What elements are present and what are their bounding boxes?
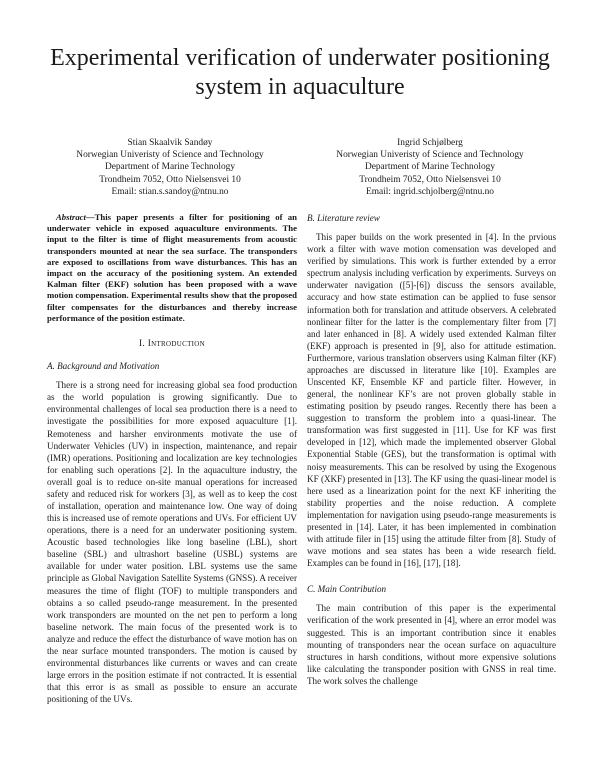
author-affiliation: Norwegian Univeristy of Science and Technology	[336, 150, 524, 161]
author-department: Department of Marine Technology	[364, 162, 496, 173]
author-address: Trondheim 7052, Otto Nielsensvei 10	[99, 174, 241, 185]
left-column	[47, 212, 297, 705]
author-address: Trondheim 7052, Otto Nielsensvei 10	[359, 174, 501, 185]
subsection-heading-literature: B. Literature review	[307, 213, 380, 223]
author-email: Email: stian.s.sandoy@ntnu.no	[111, 186, 229, 197]
subsection-heading-contribution: C. Main Contribution	[307, 584, 387, 595]
right-column	[307, 212, 556, 687]
paragraph-contribution: The main contribution of this paper is the experimental verification of the work presented in [4], where an error model was suggested. This is an important contribution since it enables mounting of transponders near the ocean surface on aquaculture structures in harsh conditions, without more expensive solutions like calculating the transponder position with GNSS in real time. The work solves the challenge	[307, 603, 556, 686]
author-department: Department of Marine Technology	[104, 162, 236, 173]
paragraph-literature: This paper builds on the work presented in [4]. In the prvious work a filter with wave motion comensation was developed and verified by simulations. This work is further extended by a error spectrum analysis including verfication by experiments. Surveys on underwater navigation ([5]-[6]) discuss the sensors available, accuracy and how state estimation can be applied to fuse sensor information both for translation and attitude observers. A celebrated nonlinear filter for the latter is the complementary filter from [7] and later enhanced in [8]. A widely used extended Kalman filter (EKF) approach is presented in [9], also for attitude estimation. Furthermore, various translation observers using Kalman filter (KF) approaches are discussed in literature like [10]. Examples are Unscented KF, Ensemble KF and particle filter. However, in general, the nonlinear KF’s are not proven globally stable in estimating position by pseudo ranges. Recently there has been a suggestion to transform the problem into a quasi-linear. The transformation was first suggested in [11]. Use for KF was first developed in [12], which made the implemented observer Global Exponential Stable (GES), but the transformation is optimal with noisy measurements. This can be resolved by using the Exogenous KF (XKF) presented in [13]. The KF using the quasi-linear model is here used as a linearization point for the next KF inheriting the stability properties and the noise reduction. A complete implementation for navigation using pseudo-range measurements is presented in [14]. Later, it has been implemented in combination with attitude filer in [15] using the attitude filter from [8]. Study of wave motions and sea states has been a wide research field. Examples can be found in [16], [17], [18].	[307, 232, 556, 569]
author-name: Stian Skaalvik Sandøy	[127, 138, 213, 148]
abstract	[47, 212, 297, 324]
author-affiliation: Norwegian Univeristy of Science and Technology	[76, 150, 264, 161]
author-block-2	[305, 137, 555, 198]
paper-title: Experimental verification of underwater positioning system in aquaculture	[50, 45, 550, 100]
subsection-heading-background: A. Background and Motivation	[47, 361, 160, 372]
author-name: Ingrid Schjølberg	[397, 138, 463, 148]
author-email: Email: ingrid.schjolberg@ntnu.no	[366, 186, 494, 197]
abstract-text: —This paper presents a filter for positioning of an underwater vehicle in exposed aquaculture environments. The input to the filter is time of flight measurements from acoustic transponders mounted at near the sea surface. The transponders are exposed to oscillations from wave disturbances. This has an impact on the accuracy of the positioning system. An extended Kalman filter (EKF) solution has been proposed with a wave motion compensation. Experimental results show that the proposed filter compensates for the disturbances and thereby increase performance of the position estimate.	[47, 212, 297, 323]
author-block-1	[45, 137, 295, 198]
section-heading-introduction: I. Introduction	[139, 339, 205, 350]
paragraph-background: There is a strong need for increasing global sea food production as the world population is growing significantly. Due to environmental challenges of local sea production there is a need to investigate the possibilities for more exposed aquaculture [1]. Remoteness and harsher environments motivate the use of Underwater Vehicles (UV) in inspection, maintenance, and repair (IMR) operations. Positioning and localization are key technologies for enabling such operations [2]. In the aquaculture industry, the overall goal is to reduce on-site manual operations for increased safety and reduced risk for workers [3], as well as to keep the cost of installation, operation and maintenance low. One way of doing this is increased use of remote operations and UVs. For efficient UV operations, there is a need for an underwater positioning system. Acoustic based technologies like long baseline (LBL), short baseline (SBL) and ultrashort baseline (USBL) systems are available for under water position. LBL systems use the same principle as Global Navigation Satellite Systems (GNSS). A receiver measures the time of flight (TOF) to multiple transponders and obtains a so called pseudo-range measurement. In the presented work transponders are mounted on the net pen to perform a long baseline network. The main focus of the presented work is to analyze and reduce the effect the disturbance of wave motion has on the near surface mounted transponders. The motion is caused by environmental disturbances like currents or waves and can create large errors in the position estimate if not contracted. It is essential that this error is as small as possible to ensure an accurate positioning of the UVs.	[47, 380, 297, 705]
abstract-label: Abstract	[56, 212, 86, 222]
